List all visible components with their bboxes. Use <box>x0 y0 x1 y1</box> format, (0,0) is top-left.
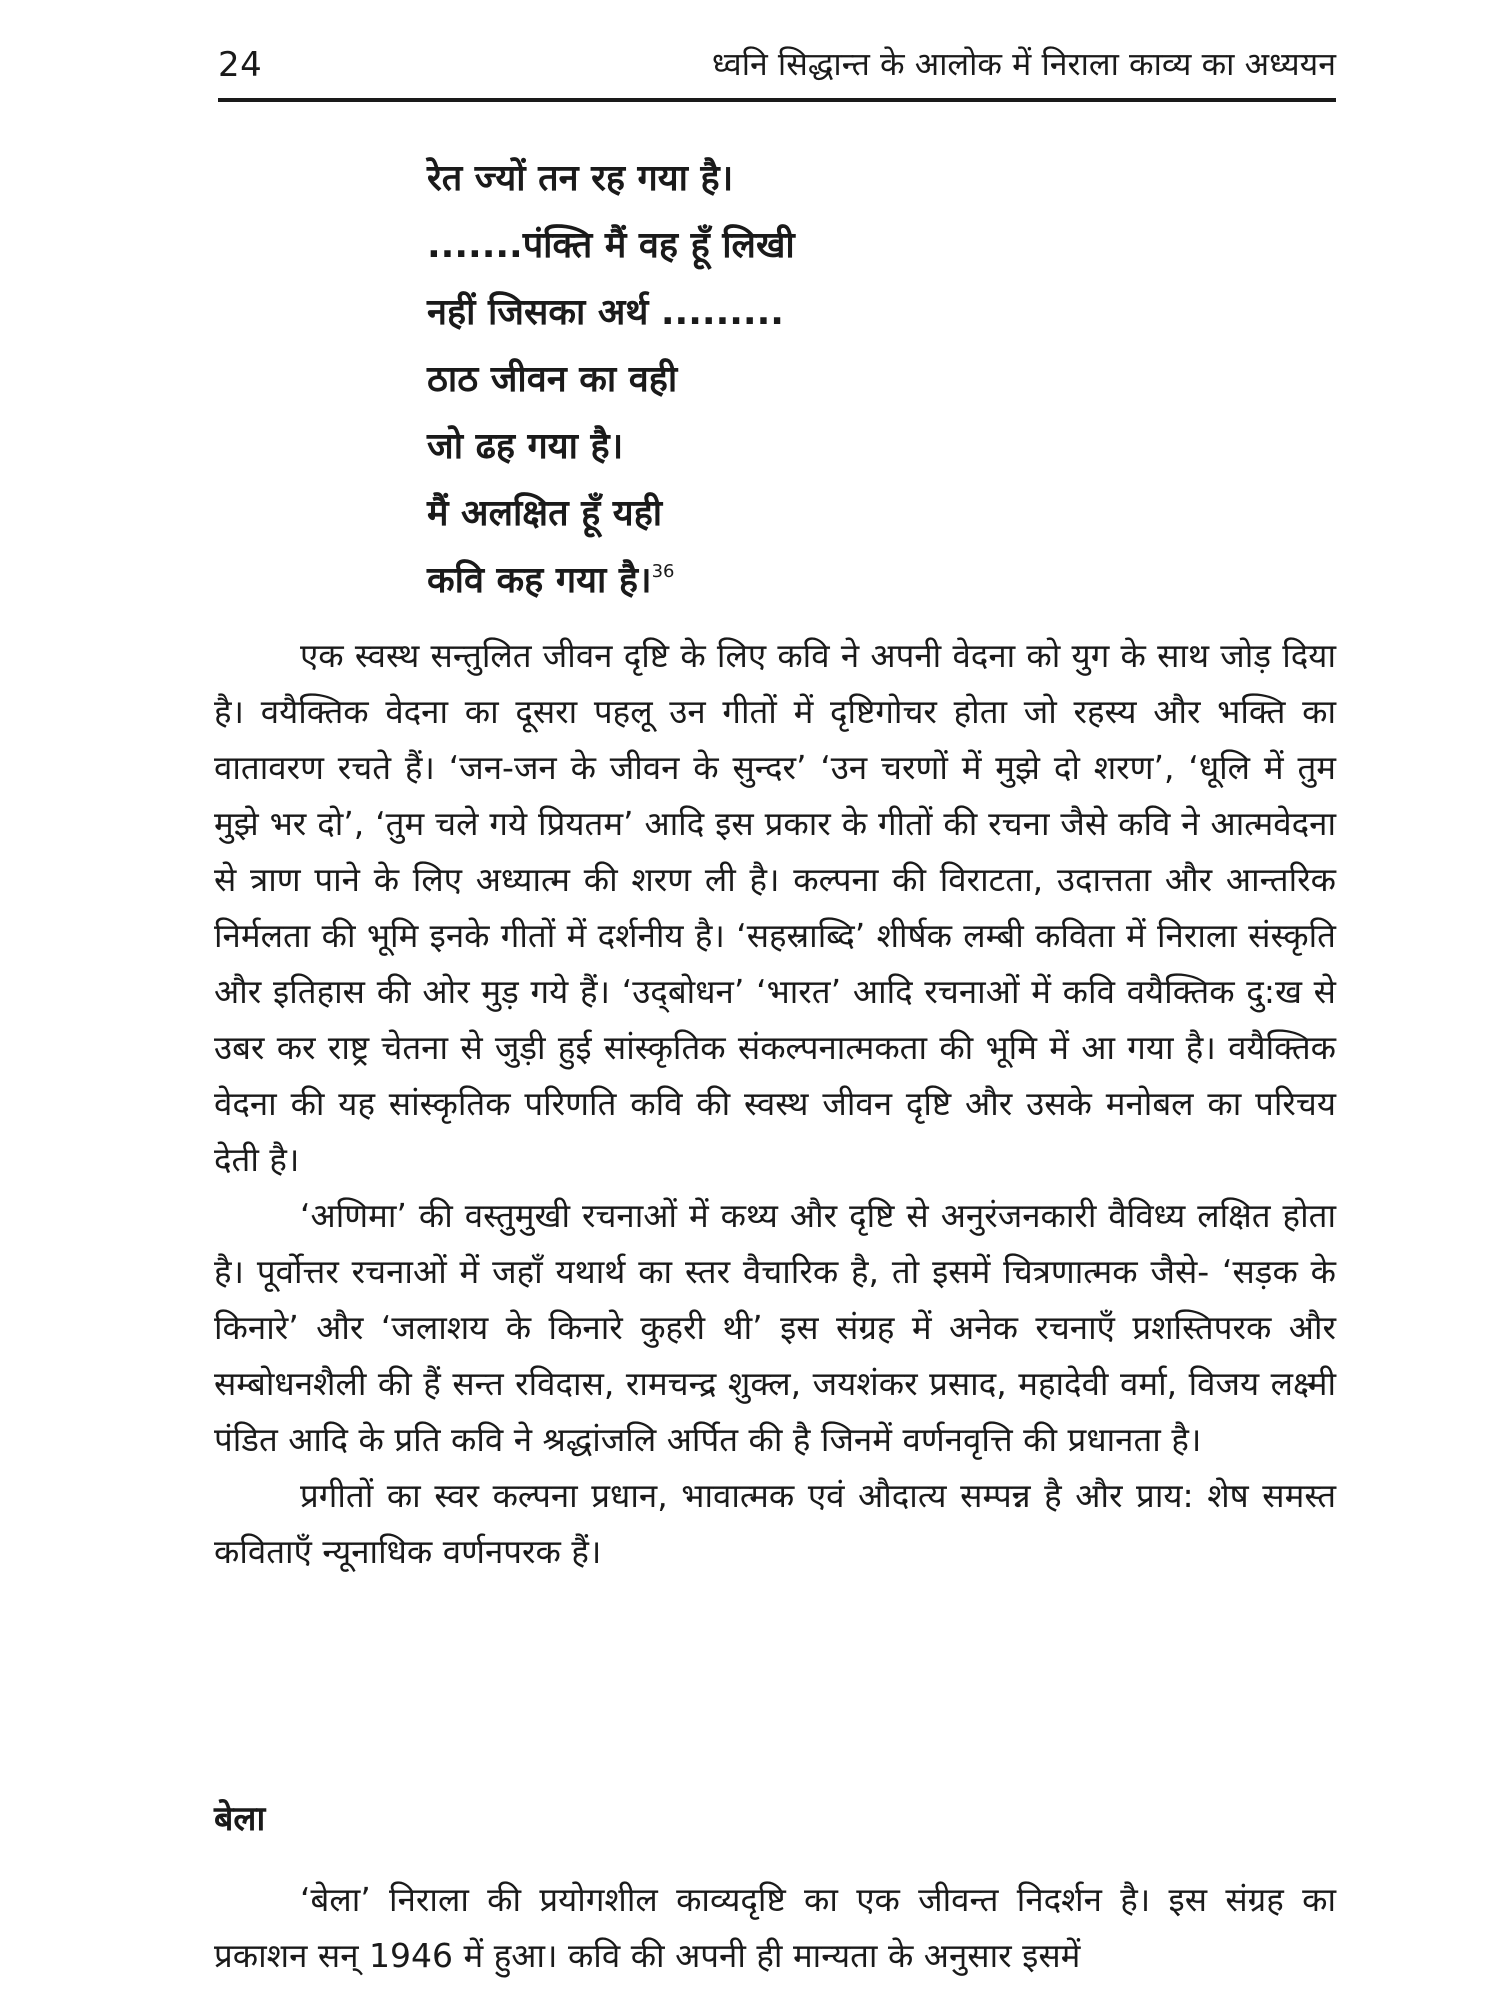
verse-line: .......पंक्ति मैं वह हूँ लिखी <box>427 225 795 266</box>
verse-quote <box>427 145 1027 614</box>
paragraph: एक स्वस्थ सन्तुलित जीवन दृष्टि के लिए कवि ने अपनी वेदना को युग के साथ जोड़ दिया है। वयैक्तिक वेदना का दूसरा पहलू उन गीतों में दृष्टिगोचर होता जो रहस्य और भक्ति का वातावरण रचते हैं। ‘जन-जन के जीवन के सुन्दर’ ‘उन चरणों में मुझे दो शरण’, ‘धूलि में तुम मुझे भर दो’, ‘तुम चले गये प्रियतम’ आदि इस प्रकार के गीतों की रचना जैसे कवि ने आत्मवेदना से त्राण पाने के लिए अध्यात्म की शरण ली है। कल्पना की विराटता, उदात्तता और आन्तरिक निर्मलता की भूमि इनके गीतों में दर्शनीय है। ‘सहस्राब्दि’ शीर्षक लम्बी कविता में निराला संस्कृति और इतिहास की ओर मुड़ गये हैं। ‘उद्‌बोधन’ ‘भारत’ आदि रचनाओं में कवि वयैक्तिक दु:ख से उबर कर राष्ट्र चेतना से जुड़ी हुई सांस्कृतिक संकल्पनात्मकता की भूमि में आ गया है। वयैक्तिक वेदना की यह सांस्कृतिक परिणति कवि की स्वस्थ जीवन दृष्टि और उसके मनोबल का परिचय देती है। <box>214 636 1336 1179</box>
paragraph: ‘बेला’ निराला की प्रयोगशील काव्यदृष्टि का एक जीवन्त निदर्शन है। इस संग्रह का प्रकाशन सन् 1946 में हुआ। कवि की अपनी ही मान्यता के अनुसार इसमें <box>214 1880 1336 1975</box>
verse-line: जो ढह गया है। <box>427 426 624 467</box>
paragraph: प्रगीतों का स्वर कल्पना प्रधान, भावात्मक एवं औदात्य सम्पन्न है और प्राय: शेष समस्त कविताएँ न्यूनाधिक वर्णनपरक हैं। <box>214 1476 1336 1571</box>
paragraph: ‘अणिमा’ की वस्तुमुखी रचनाओं में कथ्य और दृष्टि से अनुरंजनकारी वैविध्य लक्षित होता है। पूर्वोत्तर रचनाओं में जहाँ यथार्थ का स्तर वैचारिक है, तो इसमें चित्रणात्मक जैसे- ‘सड़क के किनारे’ और ‘जलाशय के किनारे कुहरी थी’ इस संग्रह में अनेक रचनाएँ प्रशस्तिपरक और सम्बोधनशैली की हैं सन्त रविदास, रामचन्द्र शुक्ल, जयशंकर प्रसाद, महादेवी वर्मा, विजय लक्ष्मी पंडित आदि के प्रति कवि ने श्रद्धांजलि अर्पित की है जिनमें वर्णनवृत्ति की प्रधानता है। <box>214 1196 1336 1459</box>
verse-line: मैं अलक्षित हूँ यही <box>427 493 663 534</box>
section-heading: बेला <box>214 1799 266 1839</box>
body-text <box>214 628 1336 1580</box>
verse-line: नहीं जिसका अर्थ ......... <box>427 292 784 333</box>
verse-line: ठाठ जीवन का वही <box>427 359 678 400</box>
page-number: 24 <box>218 45 263 85</box>
verse-line-text: कवि कह गया है। <box>427 560 652 601</box>
footnote-reference: 36 <box>651 561 675 582</box>
page-header <box>218 36 1336 102</box>
section-body-text <box>214 1872 1336 1984</box>
running-title: ध्वनि सिद्धान्त के आलोक में निराला काव्य का अध्ययन <box>711 45 1336 83</box>
verse-line: रेत ज्यों तन रह गया है। <box>427 158 734 199</box>
verse-line-last <box>427 547 1027 614</box>
